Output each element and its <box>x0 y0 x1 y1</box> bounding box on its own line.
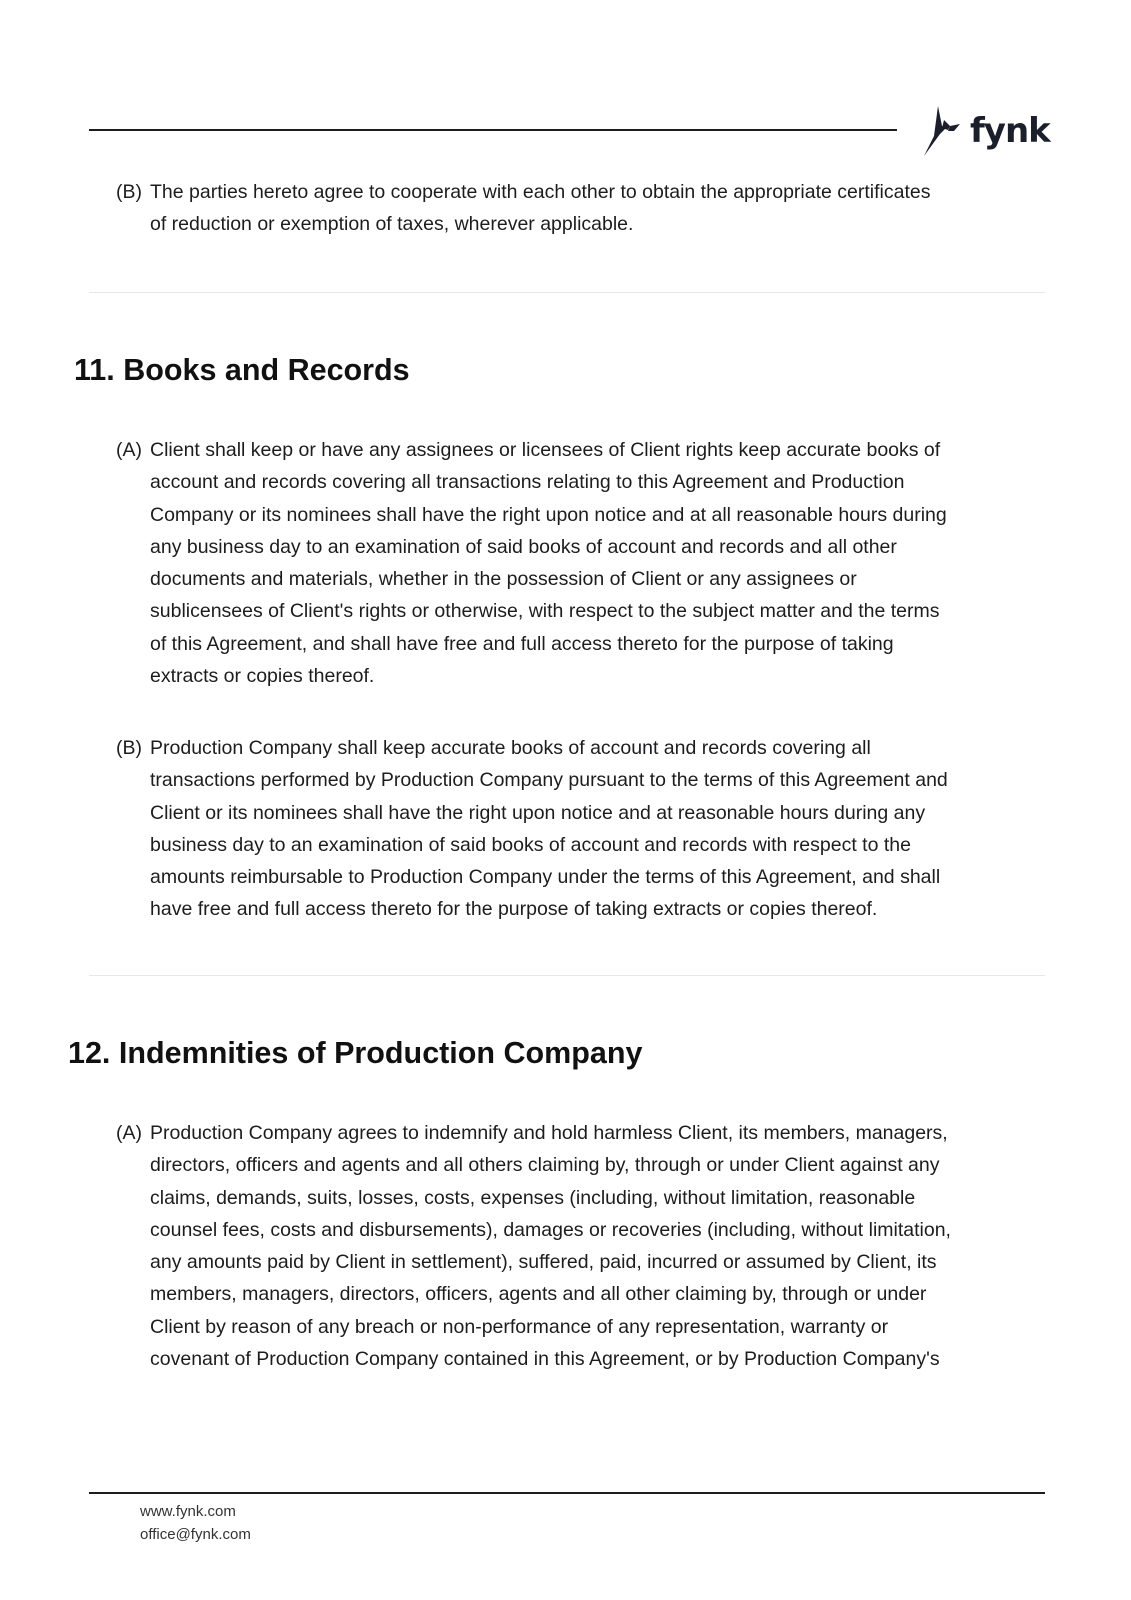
clause-line: Client or its nominees shall have the right upon notice and at reasonable hours during any <box>150 801 926 824</box>
clause-line: of reduction or exemption of taxes, wherever applicable. <box>150 213 634 236</box>
clause-line: directors, officers and agents and all others claiming by, through or under Client against any <box>150 1154 940 1177</box>
clause-line: of this Agreement, and shall have free and full access thereto for the purpose of taking <box>150 632 894 655</box>
clause-line: Client shall keep or have any assignees or licensees of Client rights keep accurate books of <box>150 439 941 461</box>
clause-text <box>150 1117 1046 1375</box>
clause-line: business day to an examination of said books of account and records with respect to the <box>150 833 911 856</box>
clause-line: documents and materials, whether in the possession of Client or any assignees or <box>150 568 857 591</box>
section-divider <box>89 975 1045 976</box>
clause-line: amounts reimbursable to Production Company under the terms of this Agreement, and shall <box>150 866 941 889</box>
clause-label: (A) <box>116 1122 142 1144</box>
clause-line: Production Company agrees to indemnify and hold harmless Client, its members, managers, <box>150 1122 948 1144</box>
section-divider <box>89 292 1045 293</box>
section-heading-11: 11. Books and Records <box>74 353 410 387</box>
clause-text <box>150 176 1046 241</box>
clause-line: members, managers, directors, officers, agents and all other claiming by, through or under <box>150 1283 927 1306</box>
clause-line: Company or its nominees shall have the right upon notice and at all reasonable hours during <box>150 503 947 526</box>
footer-email[interactable]: office@fynk.com <box>140 1526 251 1543</box>
clause-line: claims, demands, suits, losses, costs, expenses (including, without limitation, reasonable <box>150 1186 916 1209</box>
clause-text <box>150 434 1046 692</box>
clause-line: any business day to an examination of said books of account and records and all other <box>150 535 897 558</box>
clause-line: The parties hereto agree to cooperate with each other to obtain the appropriate certificates <box>150 181 931 203</box>
clause-line: any amounts paid by Client in settlement), suffered, paid, incurred or assumed by Client, its <box>150 1251 937 1274</box>
fynk-logo <box>920 104 1050 158</box>
section-heading-12: 12. Indemnities of Production Company <box>68 1036 643 1070</box>
clause-line: have free and full access thereto for the purpose of taking extracts or copies thereof. <box>150 898 878 921</box>
clause-label: (B) <box>116 737 142 759</box>
clause-line: covenant of Production Company contained in this Agreement, or by Production Company's <box>150 1348 940 1371</box>
clause-line: extracts or copies thereof. <box>150 665 375 688</box>
footer-website[interactable]: www.fynk.com <box>140 1503 236 1520</box>
clause-11-b <box>116 732 1046 926</box>
footer-rule <box>89 1492 1045 1494</box>
clause-line: Client by reason of any breach or non-performance of any representation, warranty or <box>150 1315 889 1338</box>
clause-text <box>150 732 1046 926</box>
clause-label: (A) <box>116 439 142 461</box>
clause-label: (B) <box>116 181 142 203</box>
clause-10-b <box>116 176 1046 241</box>
header-rule <box>89 129 897 131</box>
clause-line: counsel fees, costs and disbursements), damages or recoveries (including, without limitation, <box>150 1218 951 1241</box>
clause-11-a <box>116 434 1046 692</box>
clause-12-a <box>116 1117 1046 1375</box>
clause-line: transactions performed by Production Company pursuant to the terms of this Agreement and <box>150 769 948 792</box>
clause-line: sublicensees of Client's rights or otherwise, with respect to the subject matter and the terms <box>150 600 940 623</box>
clause-line: Production Company shall keep accurate books of account and records covering all <box>150 737 871 759</box>
fynk-bird-icon <box>920 104 968 158</box>
clause-line: account and records covering all transactions relating to this Agreement and Production <box>150 471 905 494</box>
brand-wordmark: fynk <box>970 111 1050 151</box>
